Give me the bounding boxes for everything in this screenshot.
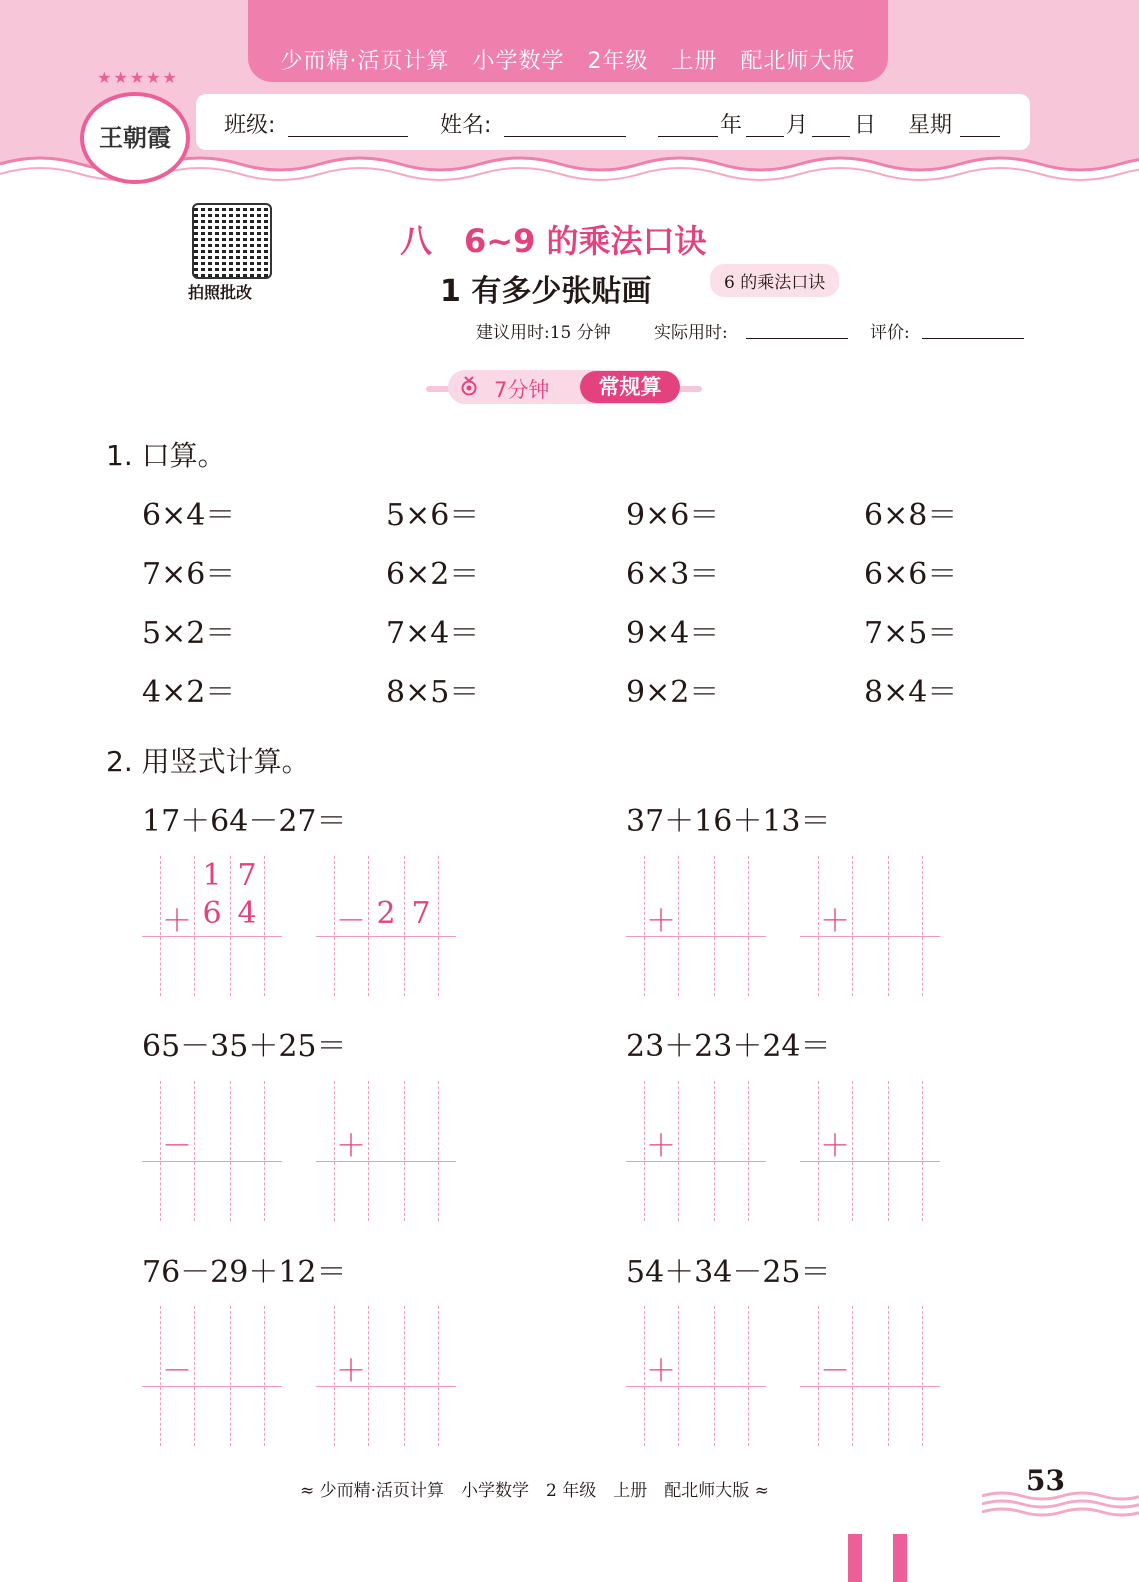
actual-time-label: 实际用时: <box>654 323 728 343</box>
footer-text: ≈ 少而精·活页计算 小学数学 2 年级 上册 配北师大版 ≈ <box>300 1481 769 1501</box>
operator: － <box>162 1354 192 1389</box>
page-edge-tab <box>893 1534 907 1582</box>
operator: － <box>820 1354 850 1389</box>
timer-duration: 7分钟 <box>494 378 550 402</box>
vertical-calc-grid[interactable] <box>626 856 766 996</box>
oral-expression: 9×4＝ <box>626 616 720 651</box>
evaluation-label: 评价: <box>870 323 910 343</box>
digit: 1 <box>202 858 222 893</box>
page-number-decoration <box>982 1488 1139 1518</box>
oral-expression: 6×4＝ <box>142 498 236 533</box>
oral-expression: 7×6＝ <box>142 557 236 592</box>
digit: 4 <box>237 896 257 931</box>
vertical-calc-grid[interactable] <box>316 856 456 996</box>
operator: ＋ <box>336 1129 366 1164</box>
q2-title: 2. 用竖式计算。 <box>106 745 310 778</box>
oral-expression: 6×8＝ <box>864 498 958 533</box>
actual-time-field[interactable] <box>746 338 848 339</box>
vertical-problem: 54＋34－25＝ <box>626 1255 831 1290</box>
q1-title: 1. 口算。 <box>106 439 226 472</box>
logo-stars: ★★★★★ <box>97 68 179 87</box>
suggested-time: 建议用时:15 分钟 <box>476 323 611 343</box>
vertical-calc-grid[interactable] <box>800 856 940 996</box>
publisher-logo <box>80 92 190 184</box>
name-label: 姓名: <box>440 113 492 138</box>
qr-label: 拍照批改 <box>188 283 253 302</box>
page-edge-tab <box>848 1534 862 1582</box>
class-field[interactable] <box>288 136 408 137</box>
lesson-title: 1 有多少张贴画 <box>440 274 652 309</box>
oral-expression: 6×6＝ <box>864 557 958 592</box>
operator: ＋ <box>820 904 850 939</box>
vertical-problem: 23＋23＋24＝ <box>626 1029 831 1064</box>
unit-title: 八 6~9 的乘法口诀 <box>400 222 707 260</box>
vertical-problem: 37＋16＋13＝ <box>626 804 831 839</box>
year-label: 年 <box>720 113 743 138</box>
lesson-tag: 6 的乘法口诀 <box>710 264 839 297</box>
vertical-problem: 17＋64－27＝ <box>142 804 347 839</box>
operator: ＋ <box>646 1129 676 1164</box>
oral-expression: 8×4＝ <box>864 675 958 710</box>
vertical-calc-grid[interactable] <box>626 1081 766 1221</box>
vertical-calc-grid[interactable] <box>800 1306 940 1446</box>
vertical-problem: 65－35＋25＝ <box>142 1029 347 1064</box>
vertical-calc-grid[interactable] <box>800 1081 940 1221</box>
vertical-calc-grid[interactable] <box>316 1306 456 1446</box>
medal-icon <box>460 376 478 396</box>
digit: 2 <box>376 896 396 931</box>
digit: 7 <box>237 858 257 893</box>
class-label: 班级: <box>224 113 276 138</box>
operator: － <box>162 1129 192 1164</box>
month-label: 月 <box>786 113 809 138</box>
oral-expression: 7×5＝ <box>864 616 958 651</box>
year-field[interactable] <box>658 136 718 137</box>
vertical-calc-grid[interactable] <box>626 1306 766 1446</box>
operator: ＋ <box>646 904 676 939</box>
vertical-calc-grid[interactable] <box>316 1081 456 1221</box>
series-title: 少而精·活页计算 小学数学 2年级 上册 配北师大版 <box>280 49 856 74</box>
oral-expression: 5×2＝ <box>142 616 236 651</box>
oral-expression: 8×5＝ <box>386 675 480 710</box>
operator: ＋ <box>162 904 192 939</box>
weekday-field[interactable] <box>960 136 1000 137</box>
oral-expression: 4×2＝ <box>142 675 236 710</box>
operator: ＋ <box>646 1354 676 1389</box>
oral-expression: 6×3＝ <box>626 557 720 592</box>
student-info-box <box>196 94 1030 150</box>
oral-expression: 9×6＝ <box>626 498 720 533</box>
weekday-label: 星期 <box>908 113 953 138</box>
digit: 6 <box>202 896 222 931</box>
vertical-calc-grid[interactable] <box>142 1081 282 1221</box>
operator: － <box>336 904 366 939</box>
oral-expression: 7×4＝ <box>386 616 480 651</box>
operator: ＋ <box>820 1129 850 1164</box>
vertical-problem: 76－29＋12＝ <box>142 1255 347 1290</box>
vertical-calc-grid[interactable] <box>142 856 282 996</box>
name-field[interactable] <box>504 136 626 137</box>
evaluation-field[interactable] <box>922 338 1024 339</box>
qr-code-icon[interactable] <box>192 203 272 279</box>
oral-expression: 6×2＝ <box>386 557 480 592</box>
logo-text: 王朝霞 <box>99 123 171 152</box>
oral-expression: 5×6＝ <box>386 498 480 533</box>
vertical-calc-grid[interactable] <box>142 1306 282 1446</box>
page-number: 53 <box>1026 1464 1065 1497</box>
operator: ＋ <box>336 1354 366 1389</box>
calc-type-badge: 常规算 <box>580 371 680 403</box>
month-field[interactable] <box>746 136 784 137</box>
day-label: 日 <box>854 113 877 138</box>
digit: 7 <box>411 896 431 931</box>
day-field[interactable] <box>812 136 850 137</box>
oral-expression: 9×2＝ <box>626 675 720 710</box>
